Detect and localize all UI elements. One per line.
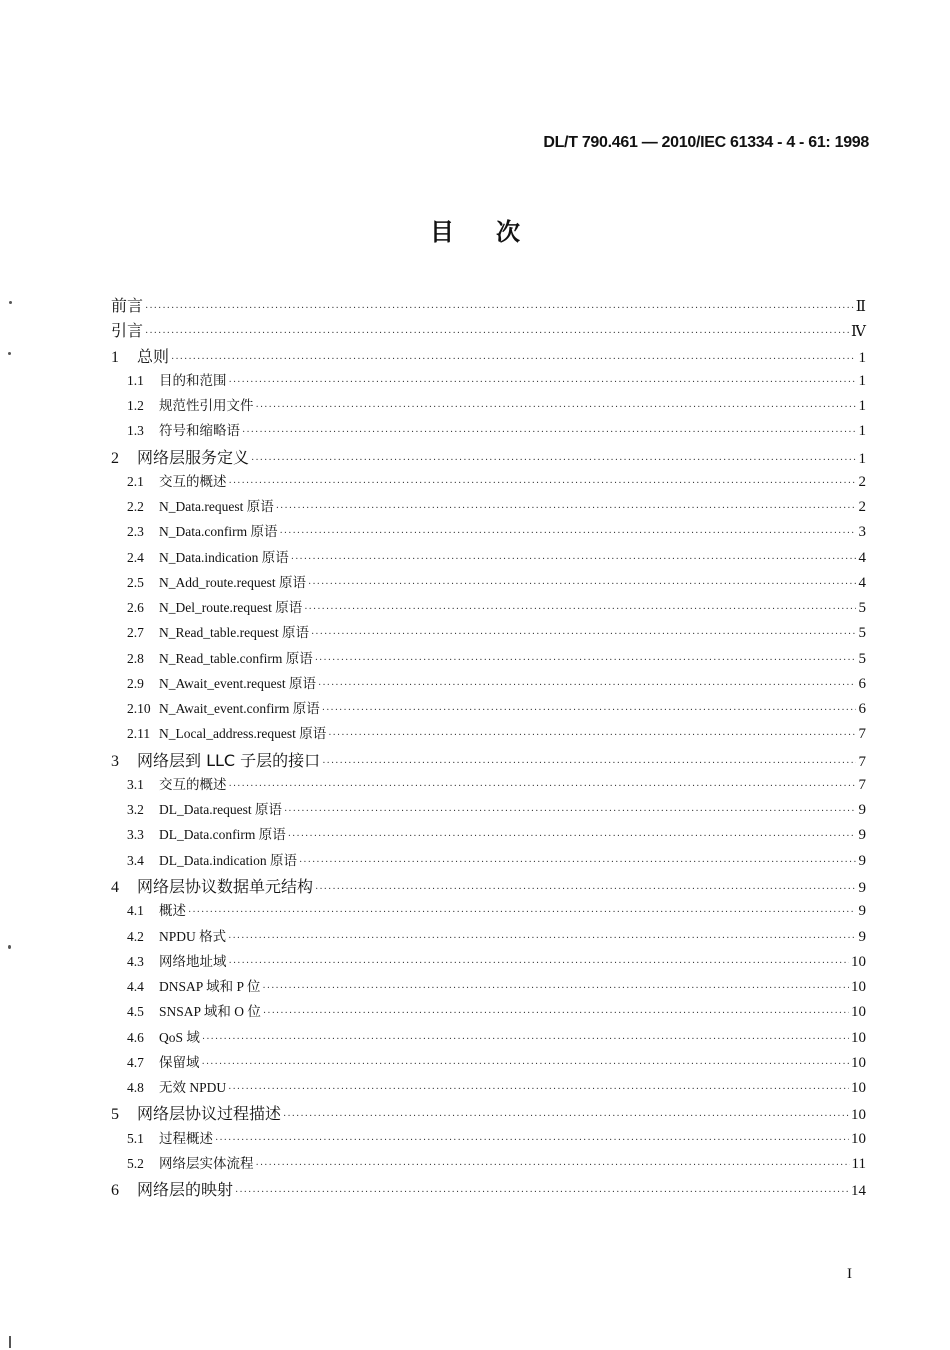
toc-entry-title: 网络层实体流程: [159, 1155, 254, 1171]
toc-entry-title: SNSAP 域和 O 位: [159, 1004, 261, 1020]
scan-speck: [9, 301, 12, 304]
toc-entry-number: 3.1: [127, 776, 144, 792]
toc-entry-page: 5: [858, 625, 866, 642]
dot-leader: [262, 983, 849, 994]
toc-entry-number: 2.3: [127, 524, 144, 540]
toc-entry-number: 4.7: [127, 1054, 144, 1070]
toc-entry-number: 2.5: [127, 574, 144, 590]
toc-entry[interactable]: [127, 1051, 866, 1073]
dot-leader: [145, 303, 854, 314]
toc-entry[interactable]: [111, 344, 866, 366]
toc-entry-page: 9: [858, 827, 866, 844]
toc-entry[interactable]: [127, 571, 866, 593]
toc-entry[interactable]: [127, 369, 866, 391]
toc-entry-number: 4.5: [127, 1004, 144, 1020]
toc-entry[interactable]: [127, 596, 866, 618]
toc-entry-number: 1.1: [127, 372, 144, 388]
dot-leader: [263, 1008, 849, 1019]
toc-entry[interactable]: [127, 950, 866, 972]
dot-leader: [202, 1034, 849, 1045]
toc-entry-page: 3: [858, 524, 866, 541]
toc-entry-page: 10: [851, 953, 866, 970]
toc-entry-number: 3.3: [127, 827, 144, 843]
toc-entry[interactable]: [111, 293, 866, 315]
toc-entry-number: 2.2: [127, 499, 144, 515]
document-standard-number: DL/T 790.461 — 2010/IEC 61334 - 4 - 61: 1998: [543, 134, 869, 151]
toc-entry-title: DL_Data.request 原语: [159, 802, 282, 818]
toc-entry-number: 4.3: [127, 953, 144, 969]
toc-entry-title: DNSAP 域和 P 位: [159, 979, 261, 995]
dot-leader: [299, 857, 856, 868]
dot-leader: [328, 730, 856, 741]
toc-entry-title: 保留域: [159, 1054, 200, 1070]
toc-entry-number: 3: [111, 752, 119, 770]
toc-entry-number: 2.10: [127, 701, 151, 717]
toc-entry[interactable]: [111, 1101, 866, 1123]
toc-entry-title: N_Add_route.request 原语: [159, 574, 306, 590]
dot-leader: [288, 831, 856, 842]
dot-leader: [228, 1084, 849, 1095]
toc-entry-page: 4: [858, 549, 866, 566]
dot-leader: [229, 781, 857, 792]
toc-entry-title: 前言: [111, 296, 144, 315]
toc-entry-title: N_Await_event.confirm 原语: [159, 701, 320, 717]
toc-entry-number: 2.8: [127, 650, 144, 666]
toc-entry-title: 交互的概述: [159, 473, 227, 489]
toc-entry-title: N_Data.confirm 原语: [159, 524, 278, 540]
toc-entry-page: 9: [858, 903, 866, 920]
dot-leader: [256, 402, 857, 413]
toc-entry-page: 2: [858, 499, 866, 516]
toc-entry[interactable]: [111, 748, 866, 770]
toc-entry-title: N_Local_address.request 原语: [159, 726, 327, 742]
scan-speck: [8, 945, 11, 949]
toc-entry-page: 10: [851, 979, 866, 996]
toc-entry[interactable]: [111, 1177, 866, 1199]
toc-entry-number: 4: [111, 878, 119, 896]
toc-entry[interactable]: [127, 975, 866, 997]
toc-entry[interactable]: [127, 672, 866, 694]
toc-entry[interactable]: [111, 318, 866, 340]
toc-entry-number: 4.8: [127, 1080, 144, 1096]
toc-entry-number: 1.3: [127, 423, 144, 439]
toc-entry-page: 7: [858, 726, 866, 743]
dot-leader: [229, 958, 850, 969]
toc-entry-title: NPDU 格式: [159, 928, 227, 944]
toc-entry-title: DL_Data.confirm 原语: [159, 827, 286, 843]
toc-entry[interactable]: [127, 520, 866, 542]
toc-entry-number: 2.1: [127, 473, 144, 489]
toc-entry-number: 4.4: [127, 979, 144, 995]
toc-entry-number: 5.1: [127, 1130, 144, 1146]
page-number: I: [847, 1266, 852, 1282]
toc-entry-number: 5: [111, 1106, 119, 1124]
toc-entry-number: 4.1: [127, 903, 144, 919]
toc-entry[interactable]: [127, 798, 866, 820]
toc-entry-page: 10: [851, 1080, 866, 1097]
toc-entry-page: 9: [858, 852, 866, 869]
toc-entry-title: 规范性引用文件: [159, 398, 254, 414]
toc-entry-page: Ⅱ: [855, 299, 866, 315]
dot-leader: [284, 806, 856, 817]
toc-entry-number: 5.2: [127, 1155, 144, 1171]
dot-leader: [256, 1160, 850, 1171]
toc-entry-title: 总则: [137, 346, 170, 366]
toc-entry[interactable]: [127, 823, 866, 845]
toc-entry-page: 1: [858, 423, 866, 440]
toc-entry[interactable]: [111, 874, 866, 896]
toc-entry-number: 1.2: [127, 398, 144, 414]
toc-entry[interactable]: [127, 773, 866, 795]
dot-leader: [188, 907, 856, 918]
toc-entry[interactable]: [127, 1076, 866, 1098]
toc-entry-number: 6: [111, 1182, 119, 1200]
toc-entry-page: 1: [858, 398, 866, 415]
dot-leader: [322, 705, 856, 716]
toc-entry[interactable]: [127, 546, 866, 568]
toc-entry-page: 1: [858, 349, 866, 366]
toc-entry-page: 7: [858, 753, 866, 770]
dot-leader: [318, 680, 856, 691]
toc-entry[interactable]: [127, 621, 866, 643]
toc-entry-number: 2.7: [127, 625, 144, 641]
toc-entry[interactable]: [127, 419, 866, 441]
toc-entry-page: 14: [851, 1183, 866, 1200]
page-title: [0, 212, 950, 247]
toc-entry-title: N_Data.indication 原语: [159, 549, 289, 565]
toc-entry-title: N_Del_route.request 原语: [159, 600, 303, 616]
toc-entry-number: 1: [111, 348, 119, 366]
toc-entry-title: 网络层到 LLC 子层的接口: [137, 750, 321, 770]
toc-entry[interactable]: [127, 925, 866, 947]
toc-entry-number: 3.2: [127, 802, 144, 818]
toc-entry-page: 4: [858, 574, 866, 591]
toc-entry[interactable]: [127, 899, 866, 921]
toc-entry-title: DL_Data.indication 原语: [159, 852, 297, 868]
toc-entry[interactable]: [127, 495, 866, 517]
toc-entry-title: N_Read_table.request 原语: [159, 625, 309, 641]
toc-entry-title: 网络层协议过程描述: [137, 1104, 282, 1124]
toc-entry-page: 1: [858, 450, 866, 467]
toc-entry[interactable]: [127, 470, 866, 492]
toc-entry-title: 符号和缩略语: [159, 423, 240, 439]
toc-entry-page: 9: [858, 802, 866, 819]
dot-leader: [228, 933, 856, 944]
toc-entry-title: 网络层的映射: [137, 1180, 234, 1200]
toc-entry-title: N_Read_table.confirm 原语: [159, 650, 313, 666]
toc-entry-number: 2.6: [127, 600, 144, 616]
toc-entry-page: 2: [858, 473, 866, 490]
dot-leader: [279, 528, 856, 539]
toc-entry[interactable]: [127, 849, 866, 871]
dot-leader: [304, 604, 856, 615]
toc-entry-title: 无效 NPDU: [159, 1080, 227, 1096]
toc-entry-title: 交互的概述: [159, 776, 227, 792]
toc-entry-title: 引言: [111, 321, 144, 341]
toc-entry[interactable]: [127, 722, 866, 744]
toc-entry[interactable]: [127, 394, 866, 416]
title-char-1: 目: [430, 218, 454, 246]
dot-leader: [229, 377, 857, 388]
toc-entry-page: 1: [858, 372, 866, 389]
toc-entry-number: 2.9: [127, 675, 144, 691]
toc-entry-page: 9: [858, 879, 866, 896]
toc-entry-number: 2: [111, 449, 119, 467]
dot-leader: [315, 884, 856, 895]
dot-leader: [235, 1187, 849, 1198]
toc-entry-number: 2.4: [127, 549, 144, 565]
title-char-2: 次: [496, 218, 520, 246]
dot-leader: [145, 328, 849, 339]
toc-entry-title: N_Await_event.request 原语: [159, 675, 316, 691]
toc-entry-title: N_Data.request 原语: [159, 499, 274, 515]
toc-entry-page: 7: [858, 776, 866, 793]
toc-entry-title: 过程概述: [159, 1130, 213, 1146]
toc-entry[interactable]: [127, 647, 866, 669]
toc-entry[interactable]: [127, 697, 866, 719]
dot-leader: [251, 455, 856, 466]
dot-leader: [291, 554, 856, 565]
toc-entry-page: 10: [851, 1029, 866, 1046]
toc-entry-number: 4.2: [127, 928, 144, 944]
dot-leader: [315, 655, 856, 666]
toc-entry[interactable]: [127, 1026, 866, 1048]
dot-leader: [171, 354, 856, 365]
toc-entry-title: 网络层服务定义: [137, 447, 250, 467]
toc-entry-number: 3.4: [127, 852, 144, 868]
toc-entry-title: 网络层协议数据单元结构: [137, 876, 314, 896]
scan-speck: [8, 352, 11, 355]
toc-entry-page: 5: [858, 650, 866, 667]
dot-leader: [311, 629, 856, 640]
toc-entry[interactable]: [127, 1000, 866, 1022]
toc-entry-page: Ⅳ: [851, 324, 866, 341]
toc-entry-page: 10: [851, 1004, 866, 1021]
toc-entry-page: 11: [851, 1155, 866, 1172]
toc-entry-title: 目的和范围: [159, 372, 227, 388]
toc-entry-title: 网络地址域: [159, 953, 227, 969]
toc-entry[interactable]: [111, 445, 866, 467]
dot-leader: [322, 758, 856, 769]
toc-entry-number: 2.11: [127, 726, 151, 742]
toc-entry-page: 10: [851, 1130, 866, 1147]
scan-mark: [9, 1336, 11, 1348]
toc-entry-page: 6: [858, 701, 866, 718]
toc-entry-title: QoS 域: [159, 1029, 200, 1045]
dot-leader: [283, 1111, 849, 1122]
dot-leader: [202, 1059, 850, 1070]
dot-leader: [276, 503, 856, 514]
toc-entry-page: 10: [851, 1054, 866, 1071]
dot-leader: [308, 579, 856, 590]
dot-leader: [229, 478, 857, 489]
dot-leader: [242, 427, 856, 438]
toc-entry-title: 概述: [159, 903, 186, 919]
toc-entry-page: 10: [851, 1107, 866, 1124]
dot-leader: [215, 1135, 849, 1146]
toc-entry-page: 6: [858, 675, 866, 692]
toc-entry[interactable]: [127, 1152, 866, 1174]
toc-entry-page: 9: [858, 928, 866, 945]
toc-entry-page: 5: [858, 600, 866, 617]
toc-entry-number: 4.6: [127, 1029, 144, 1045]
toc-entry[interactable]: [127, 1127, 866, 1149]
